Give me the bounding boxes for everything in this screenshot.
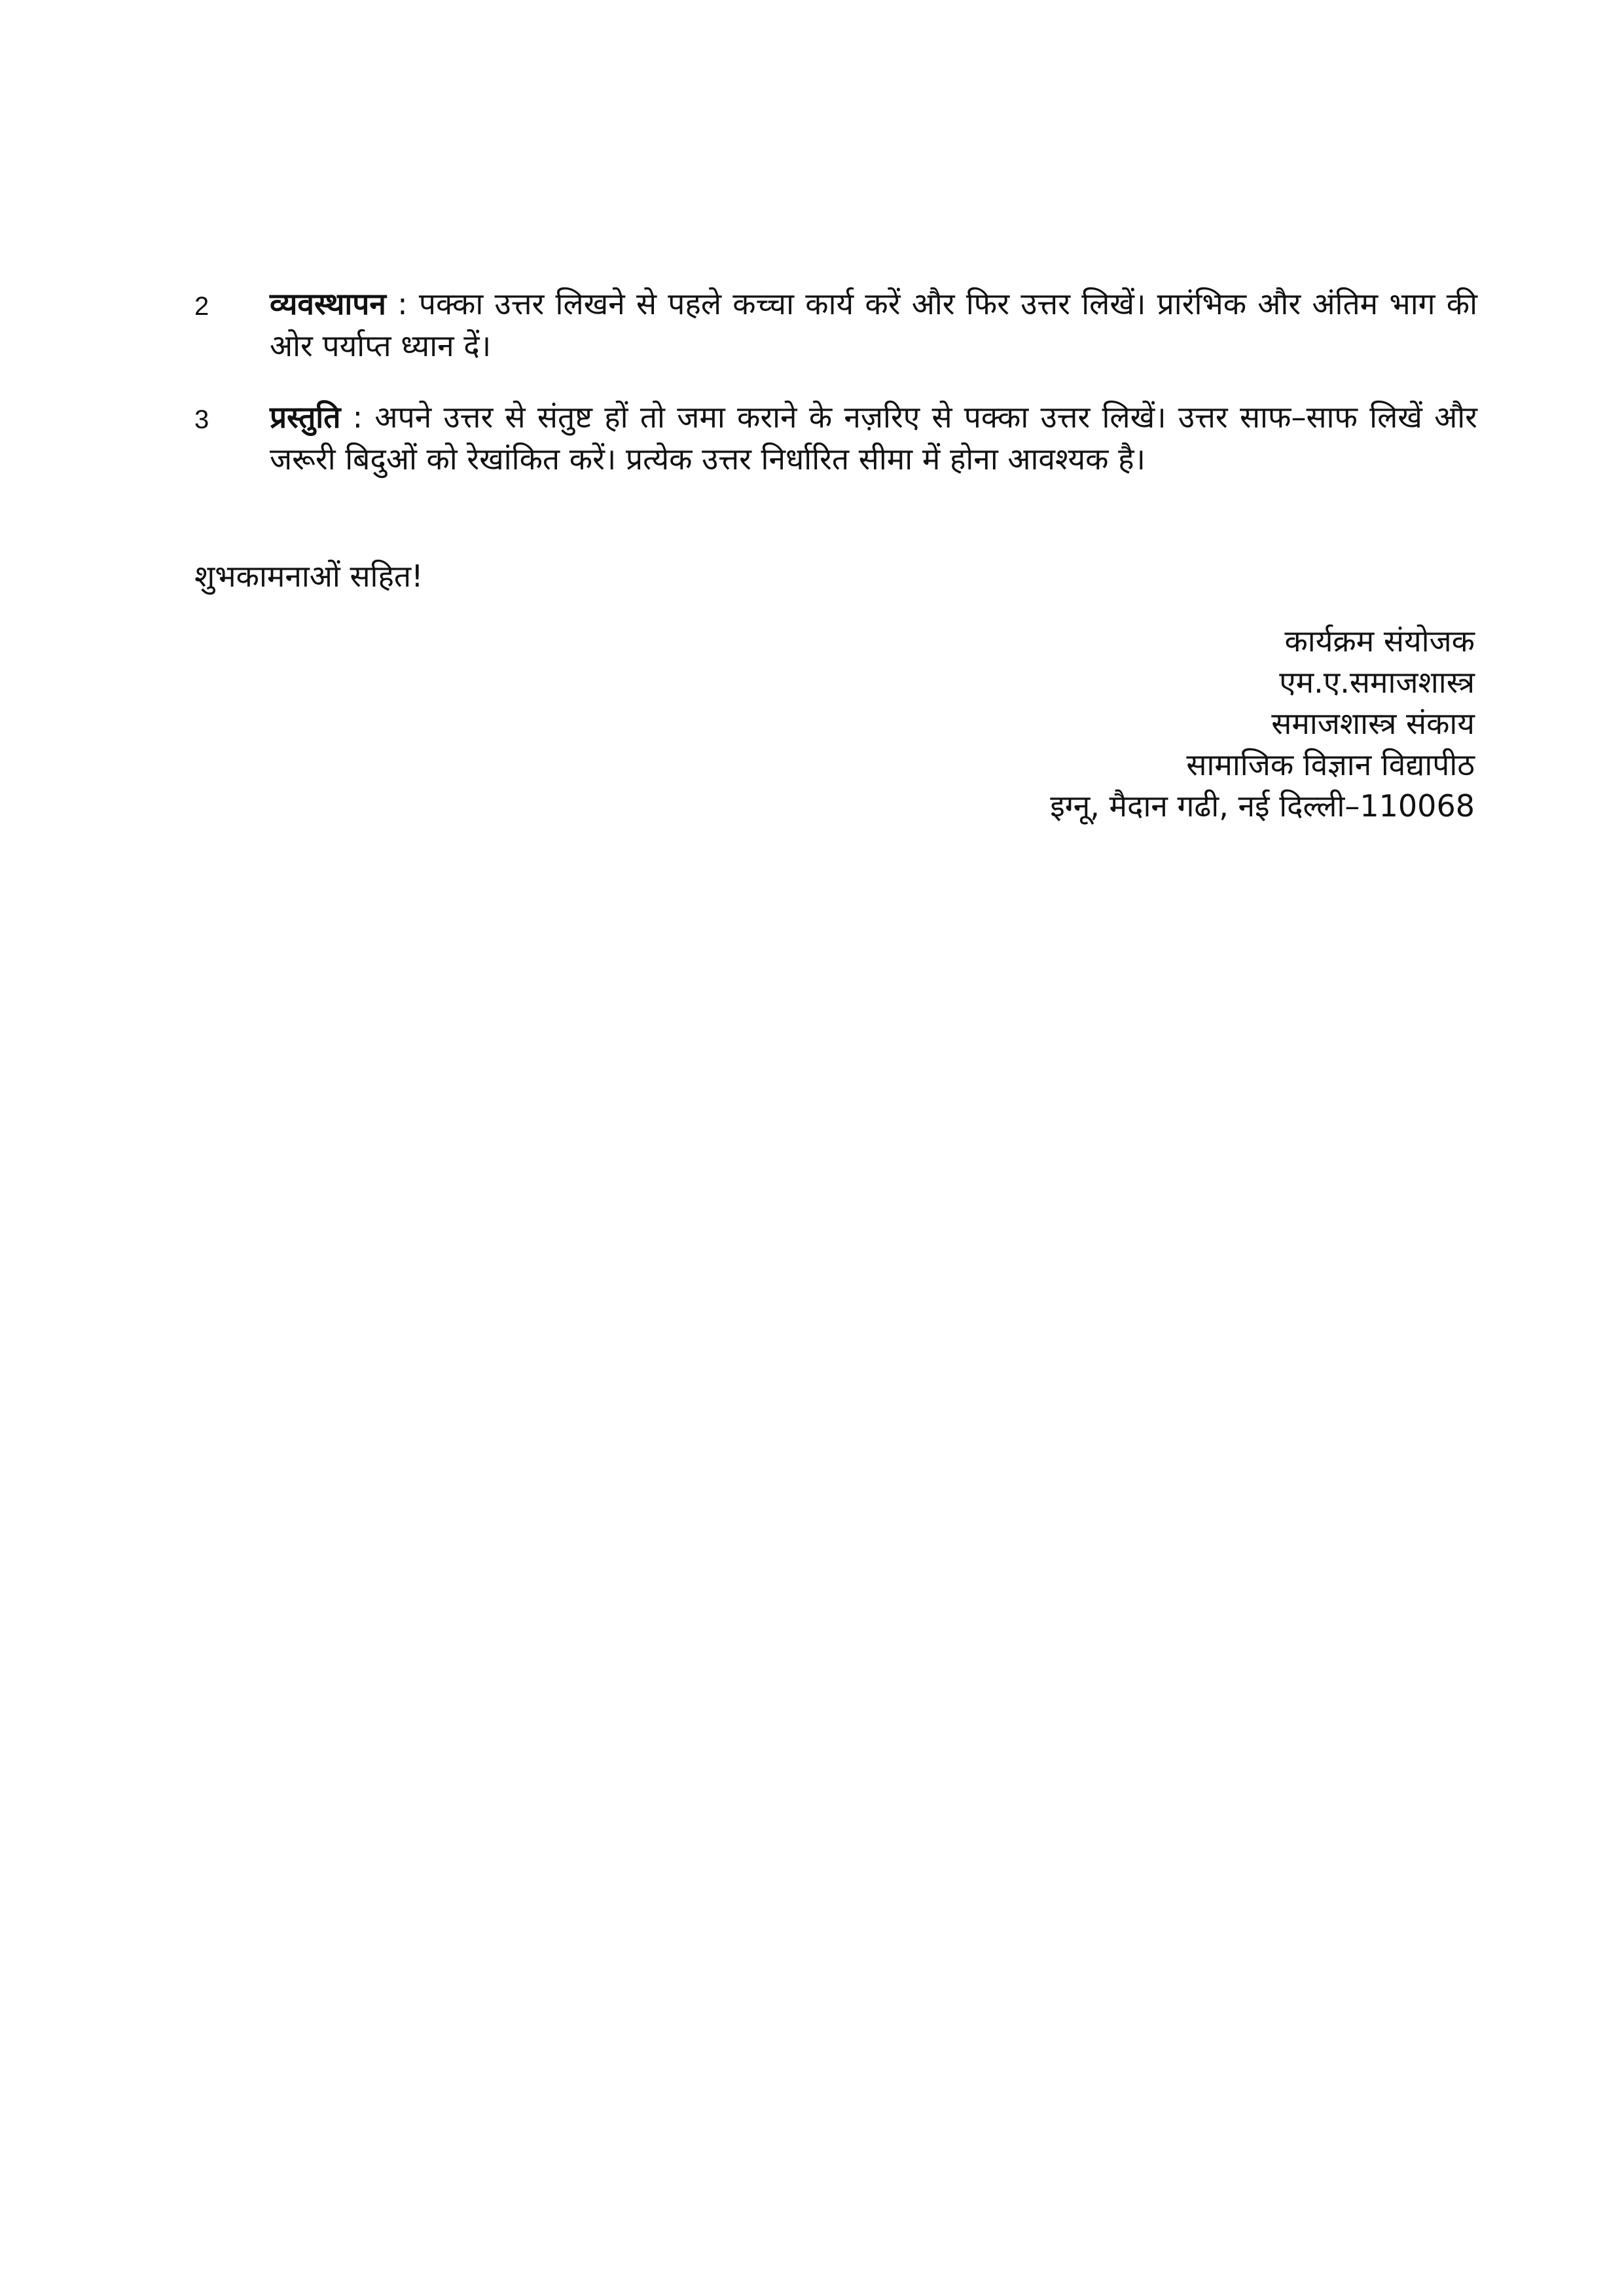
item-text: अपने उत्तर से संतुष्ट हों तो जमा कराने के नज़रिए से पक्का उत्तर लिखें। उत्तर साफ–साफ लिखें और जरूरी बिदुओं को रेखांकित करें। प्रत्येक उत्तर निर्धारित सीमा में होना आवश्यक है। [270, 399, 1477, 477]
item-text: पक्का उत्तर लिखने से पहले कच्चा कार्य करें और फिर उत्तर लिखें। प्रारंभिक और अंतिम भाग की ओर पर्याप्त ध्यान दें। [270, 286, 1477, 363]
item-body [270, 283, 1477, 367]
item-title: व्यवस्थापन [270, 286, 386, 321]
item-body [270, 396, 1477, 480]
closing-greeting: शुभकामनाओं सहित! [194, 558, 424, 594]
item-separator: : [340, 399, 375, 435]
signature-designation: कार्यक्रम संयोजक [1284, 623, 1475, 659]
item-title: प्रस्तुति [270, 399, 341, 435]
signature-programme: एम.ए.समाजशास्त्र [1279, 665, 1475, 700]
item-separator: : [386, 286, 419, 321]
signature-school: सामाजिक विज्ञान विद्यापीठ [1186, 747, 1475, 782]
item-number: 2 [194, 292, 209, 321]
signature-address: इग्नू, मैदान गढी, नई दिल्ली–110068 [1050, 788, 1475, 824]
item-number: 3 [194, 405, 209, 434]
signature-faculty: समाजशास्त्र संकाय [1271, 706, 1475, 741]
signature-block [1050, 621, 1475, 827]
